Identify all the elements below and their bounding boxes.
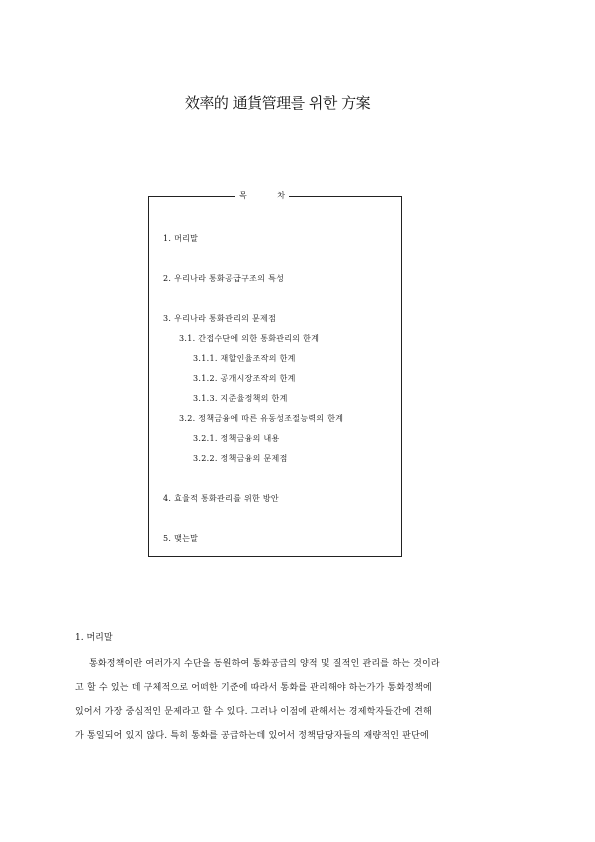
- toc-item: 3. 우리나라 통화관리의 문제점: [163, 314, 277, 323]
- paragraph-line: 통화정책이란 여러가지 수단을 동원하여 통화공급의 양적 및 질적인 관리를 하는 것이라: [89, 659, 440, 669]
- table-of-contents: [148, 191, 402, 557]
- toc-heading-left: 목: [239, 191, 247, 200]
- paragraph-line: 고 할 수 있는 데 구체적으로 어떠한 기준에 따라서 통화를 관리해야 하는가가 통화정책에: [75, 683, 432, 693]
- document-title: 效率的 通貨管理를 위한 方案: [184, 94, 371, 112]
- toc-item: 5. 맺는말: [163, 534, 199, 543]
- toc-item: 3.2. 정책금융에 따른 유동성조절능력의 한계: [179, 414, 344, 423]
- toc-item: 3.2.1. 정책금융의 내용: [193, 434, 280, 443]
- toc-item: 3.1. 간접수단에 의한 통화관리의 한계: [179, 334, 320, 343]
- paragraph-line: 가 통일되어 있지 않다. 특히 통화를 공급하는데 있어서 정책담당자들의 재량적인 판단에: [75, 731, 429, 741]
- toc-item: 3.2.2. 정책금융의 문제점: [193, 454, 288, 463]
- toc-item: 3.1.3. 지준율정책의 한계: [193, 394, 288, 403]
- toc-item: 3.1.2. 공개시장조작의 한계: [193, 374, 296, 383]
- paragraph-line: 있어서 가장 중심적인 문제라고 할 수 있다. 그러나 이점에 관해서는 경제학자들간에 견해: [75, 707, 432, 717]
- toc-top-border-right: [289, 196, 401, 197]
- toc-item: 3.1.1. 재할인율조작의 한계: [193, 354, 296, 363]
- toc-top-border-left: [149, 196, 235, 197]
- toc-item: 4. 효율적 통화관리를 위한 방안: [163, 494, 279, 503]
- toc-item: 1. 머리말: [163, 234, 199, 243]
- toc-heading: [235, 190, 289, 201]
- section-heading: 1. 머리말: [75, 633, 113, 643]
- toc-heading-right: 차: [277, 191, 285, 200]
- toc-item: 2. 우리나라 통화공급구조의 특성: [163, 274, 285, 283]
